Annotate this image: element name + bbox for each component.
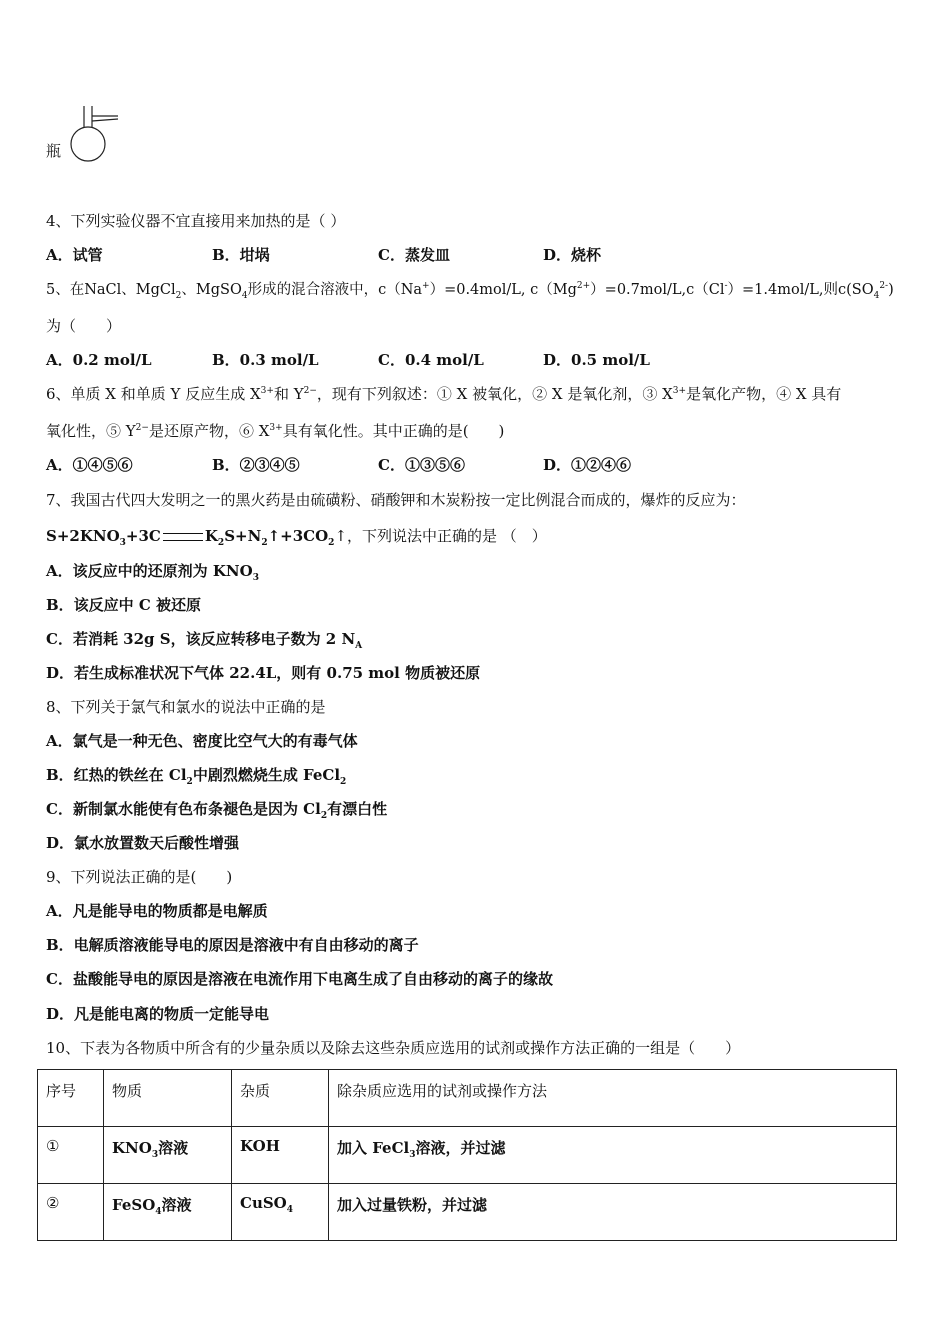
q5-option-a: A．0.2 mol/L <box>46 351 152 369</box>
q7-option-b: B．该反应中 C 被还原 <box>46 596 202 614</box>
impurity-table <box>37 1069 897 1241</box>
q8-option-d: D．氯水放置数天后酸性增强 <box>46 834 240 852</box>
q7-option-c: C．若消耗 32g S，该反应转移电子数为 2 $N_A$ <box>46 630 363 651</box>
q10-stem: 10、下表为各物质中所含有的少量杂质以及除去这些杂质应选用的试剂或操作方法正确的一组是（ ） <box>46 1039 741 1057</box>
q4-option-b: B．坩埚 <box>212 246 270 264</box>
row-no: ① <box>38 1127 104 1184</box>
q6-stem-line1: 6、单质 X 和单质 Y 反应生成 $X^{3+}$和 $Y^{2-}$，现有下列叙述：① X 被氧化，② X 是氧化剂，③ $X^{3+}$是氧化产物，④ X 具有 <box>46 385 842 403</box>
q5-option-b: B．0.3 mol/L <box>212 351 319 369</box>
q6-option-d: D．①②④⑥ <box>543 456 632 474</box>
q6-option-a: A．①④⑤⑥ <box>46 456 133 474</box>
row-substance: FeSO$_4$溶液 <box>104 1184 232 1241</box>
table-row <box>38 1184 897 1241</box>
q5-option-d: D．0.5 mol/L <box>543 351 650 369</box>
q7-stem: 7、我国古代四大发明之一的黑火药是由硫磺粉、硝酸钾和木炭粉按一定比例混合而成的，爆炸的反应为： <box>46 491 746 509</box>
table-header-row <box>38 1070 897 1127</box>
q8-option-b: B．红热的铁丝在 $Cl_2$中剧烈燃烧生成 FeCl$_2$ <box>46 766 347 787</box>
q4-option-d: D．烧杯 <box>543 246 602 264</box>
row-substance: $KNO_3$溶液 <box>104 1127 232 1184</box>
flask-label: 瓶 <box>46 142 62 160</box>
q6-option-c: C．①③⑤⑥ <box>378 456 465 474</box>
q5-option-c: C．0.4 mol/L <box>378 351 484 369</box>
header-method: 除杂质应选用的试剂或操作方法 <box>329 1070 897 1127</box>
row-impurity: KOH <box>232 1127 329 1184</box>
q5-stem-line2: 为（ ） <box>46 317 122 335</box>
table-row <box>38 1127 897 1184</box>
round-bottom-flask-icon <box>46 104 126 168</box>
q9-option-b: B．电解质溶液能导电的原因是溶液中有自由移动的离子 <box>46 936 419 954</box>
q7-equation: $S+2KNO_3+3C$ $K_2S+N_2↑+3CO_2↑$，下列说法中正确的是 （ ） <box>46 527 547 548</box>
q9-option-c: C．盐酸能导电的原因是溶液在电流作用下电离生成了自由移动的离子的缘故 <box>46 970 553 988</box>
row-method: 加入 FeCl$_3$溶液，并过滤 <box>329 1127 897 1184</box>
q6-stem-line2: 氧化性，⑤ $Y^{2-}$是还原产物，⑥ $X^{3+}$具有氧化性。其中正确的是( ) <box>46 422 505 440</box>
row-method: 加入过量铁粉，并过滤 <box>329 1184 897 1241</box>
header-no: 序号 <box>38 1070 104 1127</box>
q9-stem: 9、下列说法正确的是( ) <box>46 868 233 886</box>
reaction-equals-icon <box>163 533 203 541</box>
header-impurity: 杂质 <box>232 1070 329 1127</box>
q8-stem: 8、下列关于氯气和氯水的说法中正确的是 <box>46 698 326 716</box>
q7-option-a: A．该反应中的还原剂为 $KNO_3$ <box>46 562 259 583</box>
flask-figure <box>46 104 126 168</box>
q8-option-c: C．新制氯水能使有色布条褪色是因为 $Cl_2$有漂白性 <box>46 800 388 821</box>
q9-option-d: D．凡是能电离的物质一定能导电 <box>46 1005 270 1023</box>
q5-stem: 5、在NaCl、MgCl$_2$、MgSO$_4$形成的混合溶液中，c（Na+）=0.4mol/L, $c(Mg^{2+})=0.7mol/L,c(Cl^-)=1.4mol/L$,则$c(SO_4^{2-})$ <box>46 281 894 301</box>
q8-option-a: A．氯气是一种无色、密度比空气大的有毒气体 <box>46 732 358 750</box>
q7-option-d: D．若生成标准状况下气体 22.4L，则有 0.75 mol 物质被还原 <box>46 664 481 682</box>
q9-option-a: A．凡是能导电的物质都是电解质 <box>46 902 268 920</box>
header-substance: 物质 <box>104 1070 232 1127</box>
q4-option-a: A．试管 <box>46 246 103 264</box>
q4-option-c: C．蒸发皿 <box>378 246 450 264</box>
q6-option-b: B．②③④⑤ <box>212 456 300 474</box>
row-impurity: CuSO$_4$ <box>232 1184 329 1241</box>
row-no: ② <box>38 1184 104 1241</box>
q4-stem: 4、下列实验仪器不宜直接用来加热的是（ ） <box>46 212 346 230</box>
